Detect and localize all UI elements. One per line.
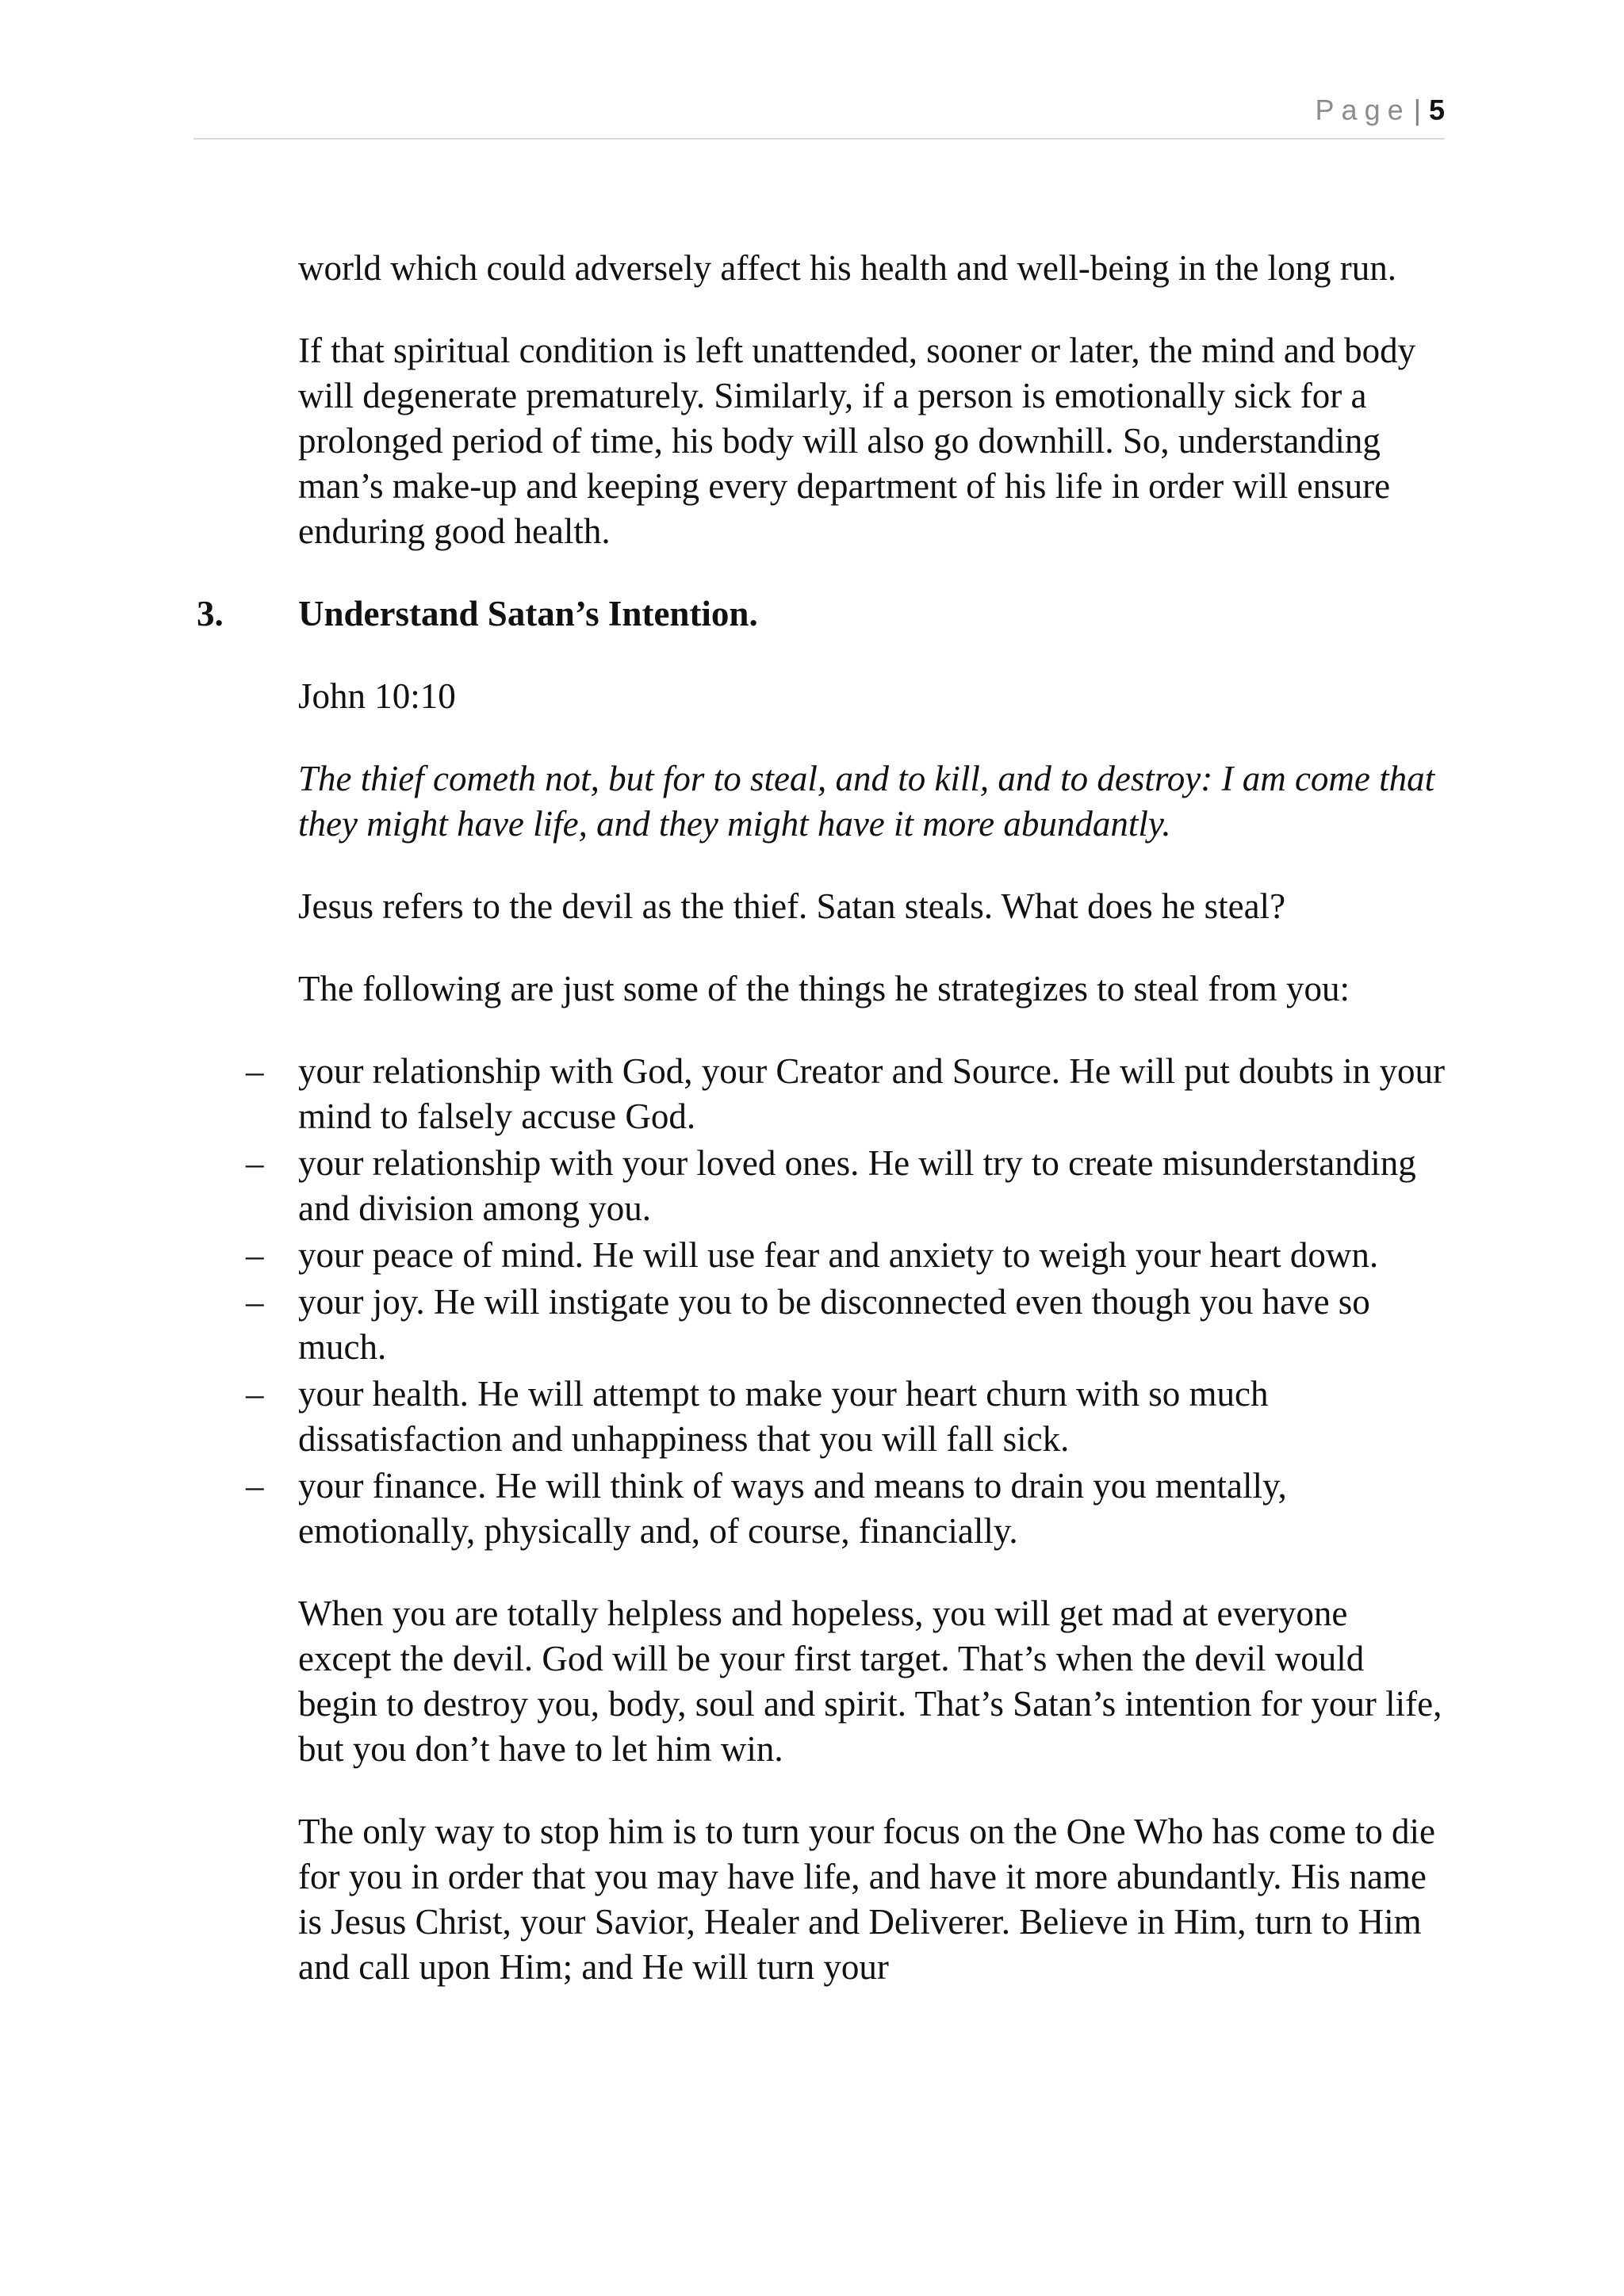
dash-bullet: – [246,1051,264,1091]
paragraph-helpless: When you are totally helpless and hopeless, you will get mad at everyone except the devil. God will be your first target. That’s when the devil would begin to destroy you, body, soul and spirit. That’s Satan’s intention for your life, but you don’t have to let him win. [298,1594,1442,1769]
page-word: Page [1315,94,1411,126]
list-item-text: your finance. He will think of ways and means to drain you mentally, emotionally, physically and, of course, financially. [298,1466,1287,1551]
scripture-reference: John 10:10 [298,676,456,716]
list-item-text: your relationship with your loved ones. He will try to create misunderstanding and division among you. [298,1143,1416,1228]
scripture-quote: The thief cometh not, but for to steal, and to kill, and to destroy: I am come that they might have life, and they might have it more abundantly. [298,759,1435,844]
paragraph-continuation: world which could adversely affect his health and well-being in the long run. [298,248,1397,288]
dash-bullet: – [246,1374,264,1414]
paragraph-spiritual-condition: If that spiritual condition is left unattended, sooner or later, the mind and body will degenerate prematurely. Similarly, if a person is emotionally sick for a prolonged period of time, his body will also go downhill. So, understanding man’s make-up and keeping every department of his life in order will ensure enduring good health. [298,331,1416,551]
list-item-text: your relationship with God, your Creator and Source. He will put doubts in your mind to falsely accuse God. [298,1051,1446,1136]
page-number: 5 [1428,94,1445,126]
dash-bullet: – [246,1466,264,1506]
page-separator: | [1413,94,1421,126]
list-item [246,1141,1448,1231]
list-item [246,1049,1448,1139]
section-heading [197,591,1448,637]
page-header [193,94,1445,140]
paragraph-only-way: The only way to stop him is to turn your focus on the One Who has come to die for you in order that you may have life, and have it more abundantly. His name is Jesus Christ, your Savior, Healer and Deliverer. Believe in Him, turn to Him and call upon Him; and He will turn your [298,1812,1435,1987]
paragraph-thief: Jesus refers to the devil as the thief. Satan steals. What does he steal? [298,886,1286,926]
list-item [246,1372,1448,1462]
list-item [246,1280,1448,1370]
dash-bullet: – [246,1282,264,1322]
section-title: Understand Satan’s Intention. [298,594,758,633]
steal-list [246,1049,1448,1554]
list-item-text: your joy. He will instigate you to be disconnected even though you have so much. [298,1282,1370,1367]
page-number-label [1316,94,1445,127]
section-number: 3. [197,594,224,633]
list-item-text: your health. He will attempt to make your heart churn with so much dissatisfaction and unhappiness that you will fall sick. [298,1374,1269,1459]
dash-bullet: – [246,1235,264,1275]
dash-bullet: – [246,1143,264,1183]
document-body [197,246,1448,2027]
list-item [246,1464,1448,1554]
list-item-text: your peace of mind. He will use fear and anxiety to weigh your heart down. [298,1235,1379,1275]
paragraph-list-intro: The following are just some of the things he strategizes to steal from you: [298,969,1350,1008]
list-item [246,1233,1448,1278]
